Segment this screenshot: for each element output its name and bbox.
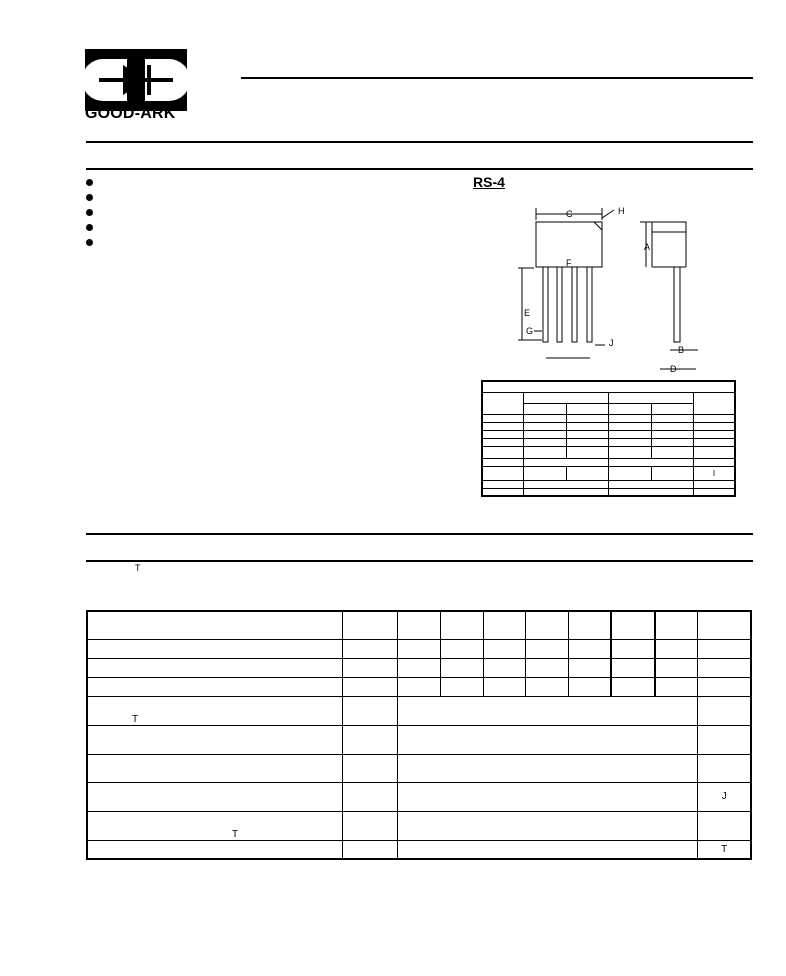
ratings-header-cell — [440, 611, 483, 639]
dim-label-a: A — [644, 242, 651, 252]
feature-bullet — [86, 224, 93, 231]
ratings-table — [86, 610, 752, 860]
ratings-row-mark: T — [87, 811, 342, 840]
title-rule-bottom — [86, 168, 753, 170]
dimension-table — [481, 380, 736, 497]
dim-table-cell — [609, 392, 694, 403]
ratings-header-cell — [342, 611, 397, 639]
header-rule — [241, 77, 753, 79]
feature-bullet — [86, 179, 93, 186]
ratings-header-cell — [655, 611, 698, 639]
dim-table-cell — [524, 403, 567, 414]
dim-label-e: E — [524, 308, 531, 318]
ratings-header-cell — [698, 611, 751, 639]
feature-bullet — [86, 239, 93, 246]
dim-table-cell — [482, 381, 735, 392]
dim-label-h: H — [618, 206, 625, 216]
ratings-row-mark: T — [87, 696, 342, 725]
dim-label-c: C — [566, 209, 573, 219]
dim-label-g: G — [526, 326, 534, 336]
ratings-rule-bottom — [86, 560, 753, 562]
dim-table-mark: I — [694, 466, 736, 480]
dim-label-b: B — [678, 345, 685, 355]
brand-name: GOOD-ARK — [85, 105, 176, 122]
ratings-header-cell — [568, 611, 611, 639]
feature-bullet — [86, 209, 93, 216]
dim-label-d: D — [670, 364, 677, 374]
dim-table-cell — [482, 392, 524, 414]
dim-table-cell — [524, 392, 609, 403]
title-rule-top — [86, 141, 753, 143]
dim-table-cell — [651, 403, 694, 414]
ratings-header-cell — [611, 611, 655, 639]
ratings-rule-top — [86, 533, 753, 535]
ratings-header-cell — [526, 611, 569, 639]
dim-table-cell — [566, 403, 609, 414]
dim-table-cell — [609, 403, 652, 414]
dim-label-j: J — [609, 338, 614, 348]
ratings-unit-mark: T — [698, 840, 751, 859]
dim-table-cell — [694, 392, 736, 414]
ratings-note-mark: T — [135, 563, 141, 573]
ratings-unit-mark: J — [698, 782, 751, 811]
dim-label-f: F — [566, 258, 572, 268]
package-name: RS-4 — [473, 174, 505, 190]
package-outline-drawing — [510, 200, 710, 380]
feature-bullet — [86, 194, 93, 201]
ratings-header-cell — [398, 611, 441, 639]
ratings-header-cell — [483, 611, 526, 639]
ratings-header-cell — [87, 611, 342, 639]
